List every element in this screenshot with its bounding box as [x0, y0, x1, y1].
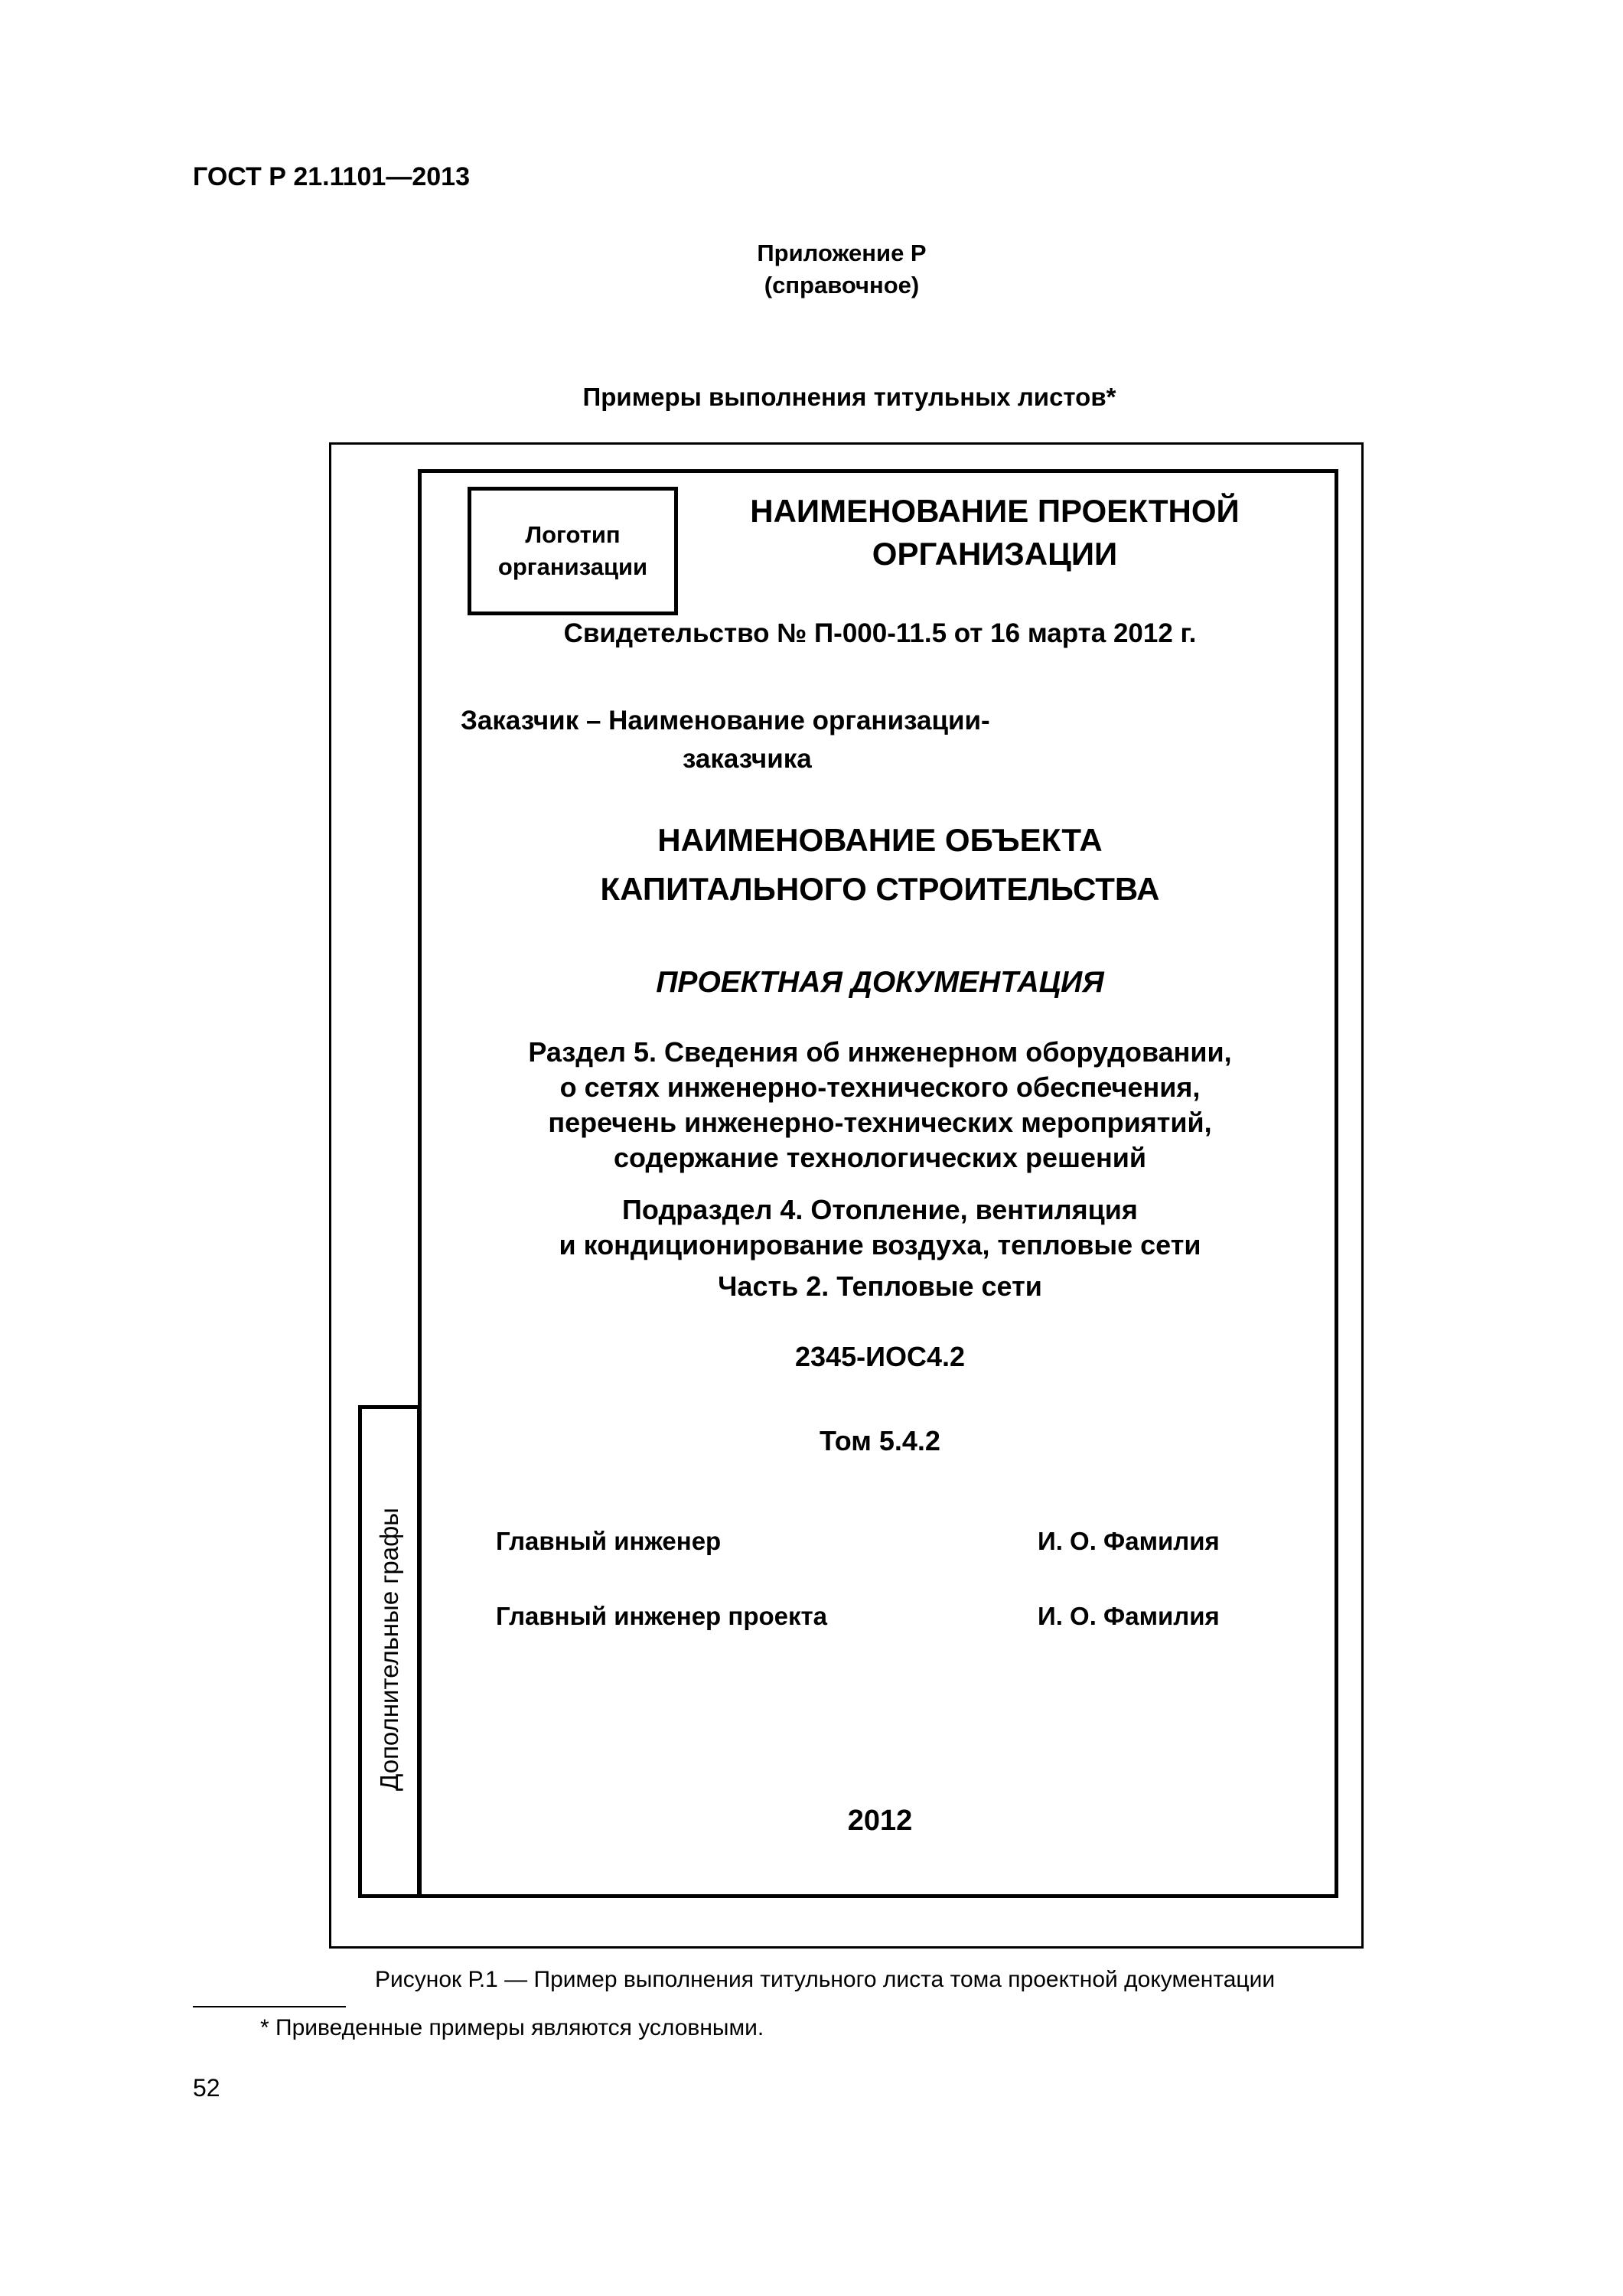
certificate-line: Свидетельство № П-000-11.5 от 16 марта 2012 г. — [563, 618, 1197, 648]
signature-role: Главный инженер проекта — [496, 1602, 828, 1630]
customer-line-2: заказчика — [683, 744, 812, 774]
page-number: 52 — [193, 2074, 220, 2102]
document-code: ГОСТ Р 21.1101—2013 — [193, 162, 470, 191]
extra-columns-label: Дополнительные графы — [375, 1507, 403, 1792]
organization-name — [689, 490, 1301, 576]
document-number: 2345-ИОС4.2 — [795, 1341, 965, 1372]
appendix-subtitle-line: (справочное) — [764, 272, 920, 298]
logo-placeholder — [468, 487, 678, 615]
object-name-line: НАИМЕНОВАНИЕ ОБЪЕКТА — [657, 822, 1103, 858]
subsection-title-line: и кондиционирование воздуха, тепловые сети — [559, 1229, 1201, 1261]
subsection-title-line: Подраздел 4. Отопление, вентиляция — [622, 1194, 1138, 1225]
signature-name: И. О. Фамилия — [1038, 1602, 1220, 1630]
signature-role: Главный инженер — [496, 1527, 722, 1555]
appendix-title-line: Приложение Р — [757, 240, 927, 266]
customer-line — [461, 702, 990, 778]
footnote-divider — [193, 2006, 346, 2007]
footnote: * Приведенные примеры являются условными. — [260, 2015, 764, 2040]
logo-placeholder-text — [498, 519, 647, 583]
section-title-line: перечень инженерно-технических мероприятий, — [548, 1107, 1212, 1138]
customer-line-1: Заказчик – Наименование организации- — [461, 706, 990, 735]
year: 2012 — [847, 1805, 913, 1837]
section-title-line: о сетях инженерно-технического обеспечения, — [559, 1071, 1201, 1103]
volume-number: Том 5.4.2 — [820, 1425, 940, 1456]
subsection-title — [444, 1192, 1316, 1263]
organization-name-line: НАИМЕНОВАНИЕ ПРОЕКТНОЙ — [750, 493, 1240, 529]
section-title-line: содержание технологических решений — [613, 1142, 1147, 1173]
object-name-line: КАПИТАЛЬНОГО СТРОИТЕЛЬСТВА — [600, 871, 1160, 907]
section-title — [444, 1035, 1316, 1176]
object-name — [497, 816, 1263, 914]
section-title-line: Раздел 5. Сведения об инженерном оборудовании, — [528, 1036, 1232, 1068]
logo-line: Логотип — [525, 521, 621, 548]
figure-caption: Рисунок Р.1 — Пример выполнения титульного листа тома проектной документации — [375, 1967, 1276, 1992]
logo-line: организации — [497, 553, 648, 580]
organization-name-line: ОРГАНИЗАЦИИ — [872, 536, 1118, 572]
examples-heading: Примеры выполнения титульных листов* — [582, 383, 1116, 411]
title-sheet-frame — [418, 469, 1338, 1898]
part-title: Часть 2. Тепловые сети — [718, 1270, 1042, 1302]
documentation-type: ПРОЕКТНАЯ ДОКУМЕНТАЦИЯ — [656, 966, 1104, 999]
appendix-title — [750, 237, 934, 302]
signature-name: И. О. Фамилия — [1038, 1527, 1220, 1555]
